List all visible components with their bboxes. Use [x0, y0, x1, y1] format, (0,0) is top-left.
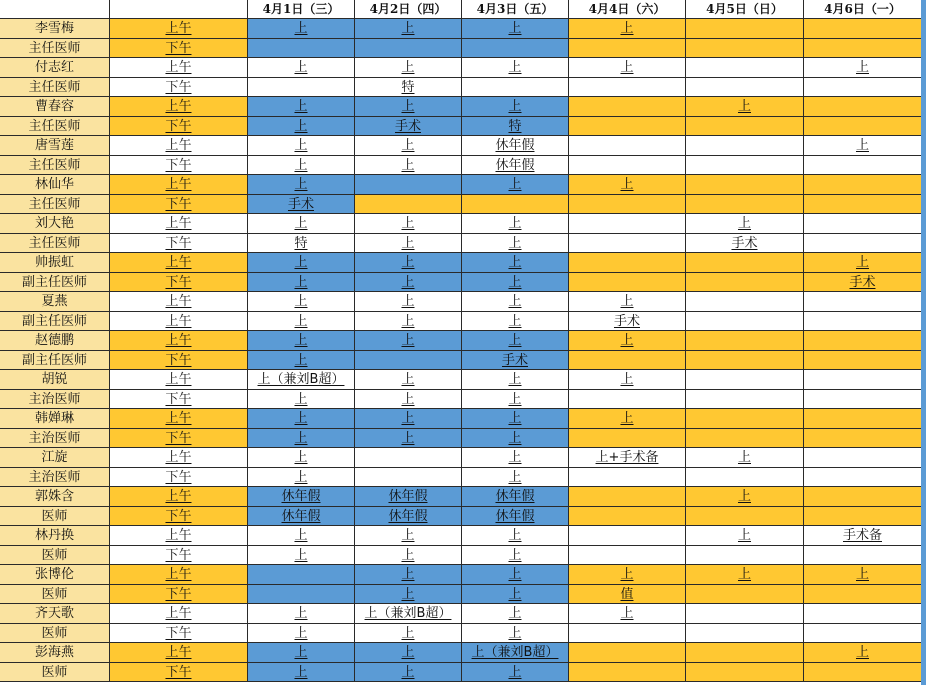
- shift-cell[interactable]: 休年假: [355, 487, 462, 507]
- shift-cell[interactable]: 上: [248, 526, 355, 546]
- shift-cell[interactable]: [686, 312, 804, 331]
- shift-cell[interactable]: [248, 39, 355, 58]
- period-cell[interactable]: 下午: [110, 468, 248, 487]
- period-cell[interactable]: 上午: [110, 448, 248, 468]
- shift-cell[interactable]: [686, 351, 804, 370]
- shift-cell[interactable]: [804, 312, 922, 331]
- shift-cell[interactable]: 上: [462, 253, 569, 273]
- period-cell[interactable]: 下午: [110, 390, 248, 409]
- shift-cell[interactable]: 上: [248, 97, 355, 117]
- shift-cell[interactable]: 休年假: [462, 507, 569, 526]
- shift-cell[interactable]: [569, 390, 686, 409]
- shift-cell[interactable]: 上: [569, 565, 686, 585]
- shift-cell[interactable]: [569, 195, 686, 214]
- shift-cell[interactable]: [686, 331, 804, 351]
- shift-cell[interactable]: [248, 565, 355, 585]
- shift-cell[interactable]: [686, 195, 804, 214]
- shift-cell[interactable]: 上: [248, 643, 355, 663]
- staff-cell[interactable]: 林丹换: [0, 526, 110, 546]
- header-day-3[interactable]: 4月3日（五）: [462, 0, 569, 19]
- shift-cell[interactable]: [686, 175, 804, 195]
- shift-cell[interactable]: 上: [355, 156, 462, 175]
- staff-cell[interactable]: 医师: [0, 585, 110, 604]
- shift-cell[interactable]: 手术备: [804, 526, 922, 546]
- shift-cell[interactable]: 上: [462, 526, 569, 546]
- staff-cell[interactable]: 主任医师: [0, 78, 110, 97]
- shift-cell[interactable]: 上: [569, 370, 686, 390]
- shift-cell[interactable]: 上: [462, 429, 569, 448]
- header-period-cell[interactable]: [110, 0, 248, 19]
- shift-cell[interactable]: 上: [462, 312, 569, 331]
- period-cell[interactable]: 上午: [110, 253, 248, 273]
- period-cell[interactable]: 上午: [110, 214, 248, 234]
- period-cell[interactable]: 上午: [110, 370, 248, 390]
- shift-cell[interactable]: [569, 468, 686, 487]
- shift-cell[interactable]: 上: [804, 253, 922, 273]
- shift-cell[interactable]: 特: [355, 78, 462, 97]
- shift-cell[interactable]: 特: [462, 117, 569, 136]
- staff-cell[interactable]: 副主任医师: [0, 312, 110, 331]
- shift-cell[interactable]: [804, 585, 922, 604]
- shift-cell[interactable]: 上: [355, 526, 462, 546]
- shift-cell[interactable]: 上+手术备: [569, 448, 686, 468]
- shift-cell[interactable]: 上: [248, 624, 355, 643]
- shift-cell[interactable]: [569, 546, 686, 565]
- shift-cell[interactable]: [686, 273, 804, 292]
- shift-cell[interactable]: 上: [804, 565, 922, 585]
- shift-cell[interactable]: 上: [462, 546, 569, 565]
- period-cell[interactable]: 上午: [110, 312, 248, 331]
- staff-cell[interactable]: 医师: [0, 624, 110, 643]
- staff-cell[interactable]: 胡锐: [0, 370, 110, 390]
- shift-cell[interactable]: [248, 78, 355, 97]
- shift-cell[interactable]: 上: [462, 19, 569, 39]
- shift-cell[interactable]: [355, 448, 462, 468]
- shift-cell[interactable]: [686, 507, 804, 526]
- shift-cell[interactable]: [804, 39, 922, 58]
- shift-cell[interactable]: 休年假: [248, 507, 355, 526]
- shift-cell[interactable]: 上: [248, 448, 355, 468]
- shift-cell[interactable]: 上: [462, 663, 569, 682]
- header-day-4[interactable]: 4月4日（六）: [569, 0, 686, 19]
- shift-cell[interactable]: 上: [569, 409, 686, 429]
- shift-cell[interactable]: 上: [248, 663, 355, 682]
- staff-cell[interactable]: 主治医师: [0, 429, 110, 448]
- shift-cell[interactable]: 手术: [462, 351, 569, 370]
- staff-cell[interactable]: 唐雪莲: [0, 136, 110, 156]
- shift-cell[interactable]: 上: [462, 214, 569, 234]
- shift-cell[interactable]: 上: [355, 643, 462, 663]
- shift-cell[interactable]: [686, 390, 804, 409]
- shift-cell[interactable]: [355, 39, 462, 58]
- shift-cell[interactable]: [804, 370, 922, 390]
- shift-cell[interactable]: 上: [569, 58, 686, 78]
- staff-cell[interactable]: 副主任医师: [0, 351, 110, 370]
- shift-cell[interactable]: 上: [804, 643, 922, 663]
- shift-cell[interactable]: [804, 97, 922, 117]
- shift-cell[interactable]: 上: [804, 58, 922, 78]
- period-cell[interactable]: 上午: [110, 175, 248, 195]
- staff-cell[interactable]: 副主任医师: [0, 273, 110, 292]
- shift-cell[interactable]: [804, 78, 922, 97]
- shift-cell[interactable]: 上: [355, 292, 462, 312]
- shift-cell[interactable]: 上: [355, 546, 462, 565]
- shift-cell[interactable]: 休年假: [462, 156, 569, 175]
- shift-cell[interactable]: [804, 448, 922, 468]
- shift-cell[interactable]: 上: [355, 585, 462, 604]
- header-day-5[interactable]: 4月5日（日）: [686, 0, 804, 19]
- shift-cell[interactable]: 上: [355, 58, 462, 78]
- period-cell[interactable]: 下午: [110, 273, 248, 292]
- shift-cell[interactable]: 上: [355, 390, 462, 409]
- shift-cell[interactable]: [804, 351, 922, 370]
- shift-cell[interactable]: [804, 19, 922, 39]
- shift-cell[interactable]: [686, 19, 804, 39]
- period-cell[interactable]: 上午: [110, 526, 248, 546]
- shift-cell[interactable]: [686, 58, 804, 78]
- shift-cell[interactable]: 上: [355, 312, 462, 331]
- shift-cell[interactable]: 休年假: [462, 136, 569, 156]
- period-cell[interactable]: 下午: [110, 195, 248, 214]
- shift-cell[interactable]: 上: [355, 273, 462, 292]
- shift-cell[interactable]: [686, 468, 804, 487]
- grid-right-edge: [921, 0, 926, 685]
- shift-cell[interactable]: 上: [248, 409, 355, 429]
- shift-cell[interactable]: [686, 292, 804, 312]
- shift-cell[interactable]: 上（兼刘B超）: [355, 604, 462, 624]
- shift-cell[interactable]: [569, 273, 686, 292]
- shift-cell[interactable]: 手术: [248, 195, 355, 214]
- shift-cell[interactable]: [804, 292, 922, 312]
- shift-cell[interactable]: [804, 624, 922, 643]
- shift-cell[interactable]: [686, 643, 804, 663]
- shift-cell[interactable]: 上: [462, 624, 569, 643]
- shift-cell[interactable]: 上: [248, 312, 355, 331]
- period-cell[interactable]: 上午: [110, 409, 248, 429]
- shift-cell[interactable]: 上: [462, 292, 569, 312]
- shift-cell[interactable]: [355, 468, 462, 487]
- shift-cell[interactable]: 上: [248, 468, 355, 487]
- staff-cell[interactable]: 夏燕: [0, 292, 110, 312]
- shift-cell[interactable]: 上: [686, 214, 804, 234]
- shift-cell[interactable]: 上: [248, 175, 355, 195]
- shift-cell[interactable]: 上: [355, 565, 462, 585]
- shift-cell[interactable]: 手术: [569, 312, 686, 331]
- header-corner-cell[interactable]: [0, 0, 110, 19]
- shift-cell[interactable]: 休年假: [248, 487, 355, 507]
- shift-cell[interactable]: [569, 526, 686, 546]
- shift-cell[interactable]: 上: [248, 604, 355, 624]
- shift-cell[interactable]: [686, 78, 804, 97]
- shift-cell[interactable]: 上: [355, 214, 462, 234]
- period-cell[interactable]: 下午: [110, 507, 248, 526]
- shift-cell[interactable]: [686, 429, 804, 448]
- shift-cell[interactable]: 上: [248, 136, 355, 156]
- shift-cell[interactable]: 上: [355, 136, 462, 156]
- period-cell[interactable]: 上午: [110, 19, 248, 39]
- period-cell[interactable]: 上午: [110, 136, 248, 156]
- shift-cell[interactable]: [569, 39, 686, 58]
- shift-cell[interactable]: 上: [248, 214, 355, 234]
- period-cell[interactable]: 下午: [110, 234, 248, 253]
- staff-cell[interactable]: 医师: [0, 546, 110, 565]
- shift-cell[interactable]: 上: [248, 390, 355, 409]
- shift-cell[interactable]: 上: [569, 175, 686, 195]
- shift-cell[interactable]: 上: [462, 409, 569, 429]
- shift-cell[interactable]: [569, 624, 686, 643]
- shift-cell[interactable]: [804, 468, 922, 487]
- staff-cell[interactable]: 主任医师: [0, 117, 110, 136]
- shift-cell[interactable]: [804, 390, 922, 409]
- shift-cell[interactable]: [569, 156, 686, 175]
- shift-cell[interactable]: [804, 156, 922, 175]
- period-cell[interactable]: 下午: [110, 351, 248, 370]
- period-cell[interactable]: 上午: [110, 97, 248, 117]
- shift-cell[interactable]: 上: [462, 97, 569, 117]
- shift-cell[interactable]: 上: [569, 331, 686, 351]
- period-cell[interactable]: 上午: [110, 487, 248, 507]
- staff-cell[interactable]: 曹春容: [0, 97, 110, 117]
- shift-cell[interactable]: 上: [462, 331, 569, 351]
- shift-cell[interactable]: [686, 624, 804, 643]
- shift-cell[interactable]: 上: [804, 136, 922, 156]
- shift-cell[interactable]: [462, 195, 569, 214]
- staff-cell[interactable]: 张博伦: [0, 565, 110, 585]
- staff-cell[interactable]: 医师: [0, 507, 110, 526]
- shift-cell[interactable]: [686, 156, 804, 175]
- period-cell[interactable]: 下午: [110, 624, 248, 643]
- shift-cell[interactable]: [686, 546, 804, 565]
- shift-cell[interactable]: 上: [355, 409, 462, 429]
- shift-cell[interactable]: 手术: [355, 117, 462, 136]
- shift-cell[interactable]: [355, 351, 462, 370]
- shift-cell[interactable]: 上: [248, 19, 355, 39]
- shift-cell[interactable]: 上: [462, 273, 569, 292]
- shift-cell[interactable]: [804, 507, 922, 526]
- shift-cell[interactable]: [804, 429, 922, 448]
- shift-cell[interactable]: 上: [569, 292, 686, 312]
- period-cell[interactable]: 上午: [110, 292, 248, 312]
- period-cell[interactable]: 上午: [110, 58, 248, 78]
- shift-cell[interactable]: [355, 195, 462, 214]
- shift-cell[interactable]: 上: [248, 156, 355, 175]
- period-cell[interactable]: 上午: [110, 331, 248, 351]
- shift-cell[interactable]: [804, 487, 922, 507]
- staff-cell[interactable]: 主治医师: [0, 390, 110, 409]
- shift-cell[interactable]: [686, 663, 804, 682]
- staff-cell[interactable]: 林仙华: [0, 175, 110, 195]
- staff-cell[interactable]: 赵德鹏: [0, 331, 110, 351]
- shift-cell[interactable]: 休年假: [462, 487, 569, 507]
- period-cell[interactable]: 下午: [110, 39, 248, 58]
- period-cell[interactable]: 上午: [110, 565, 248, 585]
- shift-cell[interactable]: 上: [248, 253, 355, 273]
- shift-cell[interactable]: [569, 351, 686, 370]
- shift-cell[interactable]: 手术: [804, 273, 922, 292]
- shift-cell[interactable]: [804, 331, 922, 351]
- staff-cell[interactable]: 主任医师: [0, 234, 110, 253]
- shift-cell[interactable]: 上: [686, 565, 804, 585]
- period-cell[interactable]: 下午: [110, 117, 248, 136]
- staff-cell[interactable]: 李雪梅: [0, 19, 110, 39]
- shift-cell[interactable]: 上: [462, 58, 569, 78]
- shift-cell[interactable]: [569, 117, 686, 136]
- staff-cell[interactable]: 郭姝含: [0, 487, 110, 507]
- shift-cell[interactable]: [569, 487, 686, 507]
- header-day-2[interactable]: 4月2日（四）: [355, 0, 462, 19]
- shift-cell[interactable]: [462, 39, 569, 58]
- shift-cell[interactable]: 手术: [686, 234, 804, 253]
- shift-cell[interactable]: [569, 663, 686, 682]
- staff-cell[interactable]: 彭海燕: [0, 643, 110, 663]
- shift-cell[interactable]: [569, 97, 686, 117]
- shift-cell[interactable]: 上: [462, 175, 569, 195]
- shift-cell[interactable]: 上: [686, 448, 804, 468]
- header-day-1[interactable]: 4月1日（三）: [248, 0, 355, 19]
- shift-cell[interactable]: 上（兼刘B超）: [462, 643, 569, 663]
- staff-cell[interactable]: 刘大艳: [0, 214, 110, 234]
- shift-cell[interactable]: 上: [462, 370, 569, 390]
- shift-cell[interactable]: [686, 409, 804, 429]
- shift-cell[interactable]: [804, 195, 922, 214]
- period-cell[interactable]: 下午: [110, 663, 248, 682]
- shift-cell[interactable]: 特: [248, 234, 355, 253]
- shift-cell[interactable]: 上: [462, 234, 569, 253]
- shift-cell[interactable]: 上: [462, 468, 569, 487]
- shift-cell[interactable]: 上: [355, 97, 462, 117]
- shift-cell[interactable]: 上: [248, 273, 355, 292]
- shift-cell[interactable]: 上: [462, 565, 569, 585]
- shift-cell[interactable]: 休年假: [355, 507, 462, 526]
- staff-cell[interactable]: 韩婵琳: [0, 409, 110, 429]
- staff-cell[interactable]: 齐天歌: [0, 604, 110, 624]
- shift-cell[interactable]: 上: [355, 370, 462, 390]
- shift-cell[interactable]: 上: [355, 624, 462, 643]
- shift-cell[interactable]: 值: [569, 585, 686, 604]
- shift-cell[interactable]: [462, 78, 569, 97]
- period-cell[interactable]: 下午: [110, 156, 248, 175]
- shift-cell[interactable]: [355, 175, 462, 195]
- shift-cell[interactable]: [686, 604, 804, 624]
- staff-cell[interactable]: 帅振虹: [0, 253, 110, 273]
- staff-cell[interactable]: 主任医师: [0, 195, 110, 214]
- shift-cell[interactable]: 上: [248, 58, 355, 78]
- shift-cell[interactable]: 上: [355, 429, 462, 448]
- shift-cell[interactable]: [804, 117, 922, 136]
- period-cell[interactable]: 下午: [110, 78, 248, 97]
- shift-cell[interactable]: 上: [355, 19, 462, 39]
- shift-cell[interactable]: 上: [686, 487, 804, 507]
- shift-cell[interactable]: [569, 253, 686, 273]
- shift-cell[interactable]: [569, 643, 686, 663]
- staff-cell[interactable]: 江旋: [0, 448, 110, 468]
- shift-cell[interactable]: [686, 370, 804, 390]
- shift-cell[interactable]: 上: [248, 292, 355, 312]
- staff-cell[interactable]: 主任医师: [0, 39, 110, 58]
- shift-cell[interactable]: 上: [462, 604, 569, 624]
- shift-cell[interactable]: 上: [462, 448, 569, 468]
- shift-cell[interactable]: 上: [462, 390, 569, 409]
- shift-cell[interactable]: [804, 234, 922, 253]
- shift-cell[interactable]: [804, 604, 922, 624]
- shift-cell[interactable]: [569, 136, 686, 156]
- shift-cell[interactable]: 上: [355, 253, 462, 273]
- header-day-6[interactable]: 4月6日（一）: [804, 0, 922, 19]
- shift-cell[interactable]: [686, 39, 804, 58]
- shift-cell[interactable]: [804, 175, 922, 195]
- shift-cell[interactable]: 上（兼刘B超）: [248, 370, 355, 390]
- shift-cell[interactable]: [686, 117, 804, 136]
- shift-cell[interactable]: [248, 585, 355, 604]
- shift-cell[interactable]: [569, 234, 686, 253]
- shift-cell[interactable]: 上: [686, 97, 804, 117]
- period-cell[interactable]: 下午: [110, 546, 248, 565]
- staff-cell[interactable]: 付志红: [0, 58, 110, 78]
- shift-cell[interactable]: 上: [355, 663, 462, 682]
- period-cell[interactable]: 上午: [110, 604, 248, 624]
- period-cell[interactable]: 下午: [110, 585, 248, 604]
- shift-cell[interactable]: [569, 214, 686, 234]
- shift-cell[interactable]: [686, 585, 804, 604]
- shift-cell[interactable]: 上: [462, 585, 569, 604]
- shift-cell[interactable]: [569, 78, 686, 97]
- shift-cell[interactable]: 上: [569, 19, 686, 39]
- shift-cell[interactable]: 上: [248, 117, 355, 136]
- shift-cell[interactable]: 上: [355, 234, 462, 253]
- shift-cell[interactable]: [686, 136, 804, 156]
- shift-cell[interactable]: 上: [569, 604, 686, 624]
- staff-cell[interactable]: 医师: [0, 663, 110, 682]
- period-cell[interactable]: 下午: [110, 429, 248, 448]
- shift-cell[interactable]: 上: [248, 331, 355, 351]
- shift-cell[interactable]: 上: [355, 331, 462, 351]
- shift-cell[interactable]: [804, 546, 922, 565]
- shift-cell[interactable]: [569, 507, 686, 526]
- shift-cell[interactable]: [686, 253, 804, 273]
- shift-cell[interactable]: 上: [686, 526, 804, 546]
- shift-cell[interactable]: [569, 429, 686, 448]
- shift-cell[interactable]: 上: [248, 546, 355, 565]
- shift-cell[interactable]: [804, 214, 922, 234]
- shift-cell[interactable]: 上: [248, 351, 355, 370]
- shift-cell[interactable]: [804, 409, 922, 429]
- staff-cell[interactable]: 主治医师: [0, 468, 110, 487]
- period-cell[interactable]: 上午: [110, 643, 248, 663]
- shift-cell[interactable]: [804, 663, 922, 682]
- staff-cell[interactable]: 主任医师: [0, 156, 110, 175]
- shift-cell[interactable]: 上: [248, 429, 355, 448]
